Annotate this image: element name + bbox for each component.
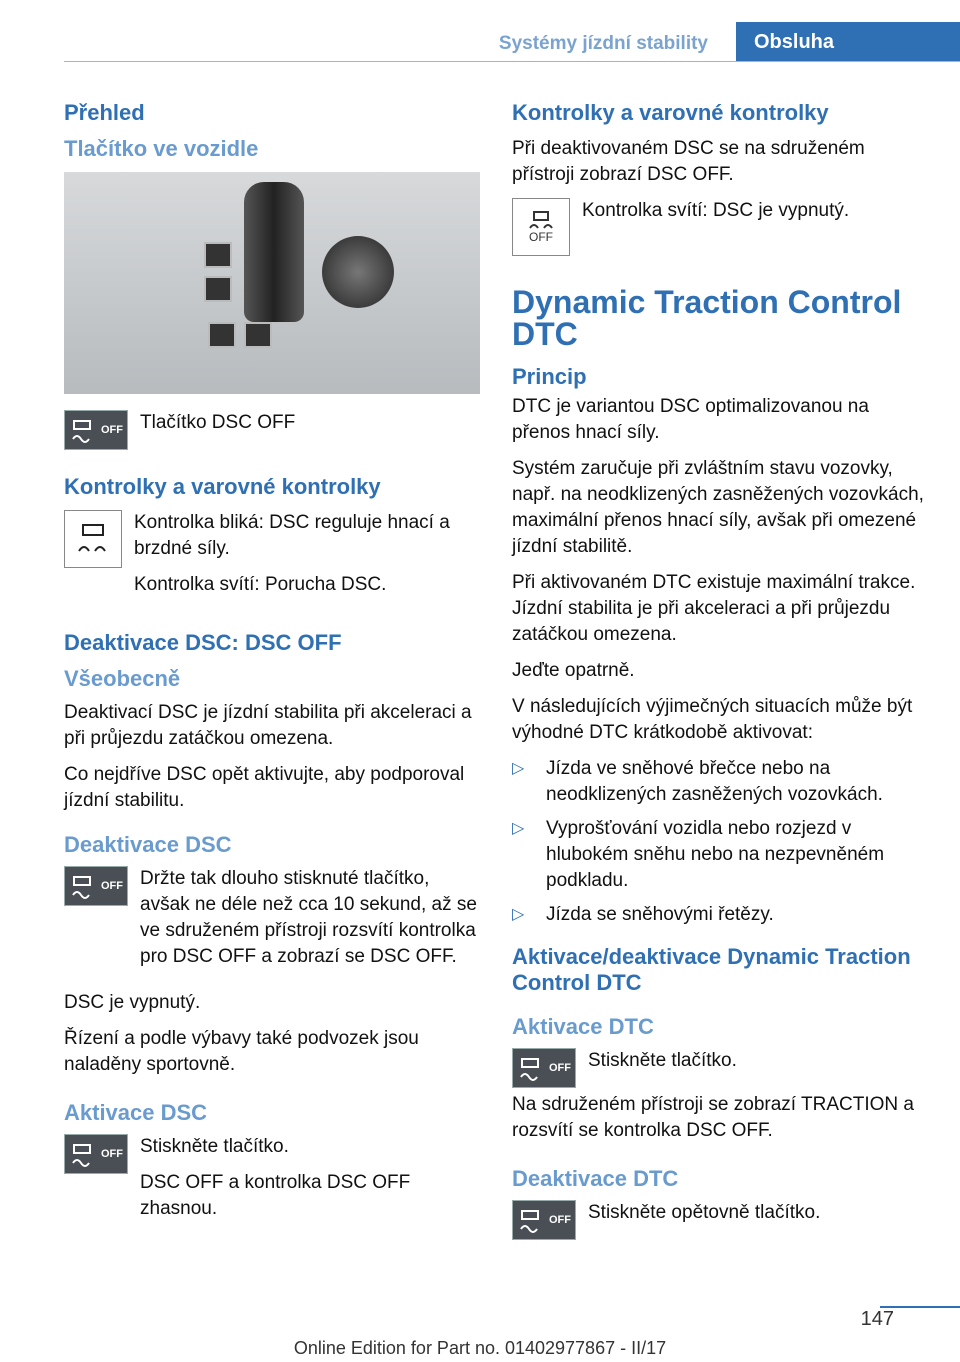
- light-blinking-text: Kontrolka bliká: DSC reguluje hnací a brzdné síly.: [134, 512, 450, 559]
- heading-act-deact-dtc: Aktivace/deaktivace Dynamic Traction Control DTC: [512, 944, 911, 995]
- heading-lights-right: Kontrolky a varovné kontrolky: [512, 100, 829, 125]
- deactivate-dtc-row: [512, 1200, 928, 1240]
- icon-off-label: OFF: [549, 1214, 571, 1226]
- dsc-off-button-icon: [512, 1200, 576, 1240]
- heading-lights: Kontrolky a varovné kontrolky: [64, 474, 381, 499]
- icon-off-label: OFF: [549, 1062, 571, 1074]
- right-column: [512, 92, 928, 1250]
- dsc-warning-light-icon: [64, 510, 122, 568]
- heading-deactivate-dtc: Deaktivace DTC: [512, 1166, 679, 1191]
- dsc-off-light-row: [512, 198, 928, 256]
- situations-list: [512, 756, 928, 928]
- header-rule: [64, 61, 960, 62]
- edition-line: Online Edition for Part no. 01402977867 - II/17: [293, 1338, 667, 1358]
- console-button-image: [204, 242, 232, 268]
- dsc-off-light-icon: [512, 198, 570, 256]
- gear-selector-image: [244, 182, 304, 322]
- light-on-text: Kontrolka svítí: Porucha DSC.: [134, 574, 387, 595]
- general-text-2: Co nejdříve DSC opět aktivujte, aby podporoval jízdní stabilitu.: [64, 764, 465, 811]
- page-header: [0, 0, 960, 64]
- icon-off-label: OFF: [529, 230, 553, 244]
- activate-dtc-text-1: Stiskněte tlačítko.: [588, 1050, 737, 1071]
- deactivate-row: [64, 866, 480, 980]
- list-item: ▷ Jízda se sněhovými řetězy.: [512, 902, 928, 928]
- button-caption: Tlačítko DSC OFF: [140, 412, 296, 433]
- lights-intro: Při deaktivovaném DSC se na sdruženém přístroji zobrazí DSC OFF.: [512, 138, 865, 185]
- deactivate-dtc-text-1: Stiskněte opětovně tlačítko.: [588, 1202, 821, 1223]
- deactivate-text-1: Držte tak dlouho stisknuté tlačítko, avšak ne déle než cca 10 sekund, až se ve sdruženém přístroji rozsvítí kontrolka pro DSC OFF a zobrazí se DSC OFF.: [140, 868, 477, 967]
- dsc-off-button-icon: [64, 1134, 128, 1174]
- heading-princip: Princip: [512, 364, 587, 389]
- controller-knob-image: [322, 236, 394, 308]
- heading-activate-dtc: Aktivace DTC: [512, 1014, 654, 1039]
- warning-light-row: [64, 510, 480, 608]
- general-text-1: Deaktivací DSC je jízdní stabilita při akceleraci a při průjezdu zatáčkou omezena.: [64, 702, 472, 749]
- deactivate-text-3: Řízení a podle výbavy také podvozek jsou naladěny sportovně.: [64, 1028, 419, 1075]
- dsc-button-row: [64, 410, 480, 450]
- dsc-off-button-icon: [64, 410, 128, 450]
- deactivate-text-2: DSC je vypnutý.: [64, 992, 201, 1013]
- heading-deactivation: Deaktivace DSC: DSC OFF: [64, 630, 342, 655]
- princip-text-4: Jeďte opatrně.: [512, 660, 635, 681]
- list-item: ▷ Vyprošťování vozidla nebo rozjezd v hlubokém sněhu nebo na nezpevněném podkladu.: [512, 816, 928, 894]
- page-number: 147: [860, 1308, 894, 1330]
- activate-dtc-row: [512, 1048, 928, 1088]
- dsc-off-button-icon: [512, 1048, 576, 1088]
- heading-activate-dsc: Aktivace DSC: [64, 1100, 208, 1125]
- console-button-image: [208, 322, 236, 348]
- left-column: [64, 92, 480, 1242]
- heading-general: Všeobecně: [64, 666, 181, 691]
- icon-off-label: OFF: [101, 880, 123, 892]
- heading-deactivate-dsc: Deaktivace DSC: [64, 832, 232, 857]
- console-photo: [64, 172, 480, 394]
- activate-row: [64, 1134, 480, 1232]
- activate-text-1: Stiskněte tlačítko.: [140, 1136, 289, 1157]
- console-button-image: [204, 276, 232, 302]
- princip-text-2: Systém zaručuje při zvláštním stavu vozovky, např. na neodklizených zasněžených vozovkách, maximální přenos hnací síly, avšak při omezené jízdní stabilitě.: [512, 458, 924, 557]
- icon-off-label: OFF: [101, 424, 123, 436]
- icon-off-label: OFF: [101, 1148, 123, 1160]
- list-item: ▷ Jízda ve sněhové břečce nebo na neodklizených zasněžených vozovkách.: [512, 756, 928, 808]
- heading-dtc: Dynamic Traction Control DTC: [512, 284, 902, 352]
- princip-text-3: Při aktivovaném DTC existuje maximální trakce. Jízdní stabilita je při akceleraci a při průjezdu zatáčkou omezena.: [512, 572, 916, 645]
- console-button-image: [244, 322, 272, 348]
- heading-button: Tlačítko ve vozidle: [64, 136, 259, 161]
- light-off-text: Kontrolka svítí: DSC je vypnutý.: [582, 200, 850, 221]
- section-title: Systémy jízdní stability: [498, 33, 708, 54]
- heading-overview: Přehled: [64, 100, 145, 125]
- activate-dtc-text-2: Na sdruženém přístroji se zobrazí TRACTION a rozsvítí se kontrolka DSC OFF.: [512, 1094, 914, 1141]
- princip-text-1: DTC je variantou DSC optimalizovanou na přenos hnací síly.: [512, 396, 869, 443]
- dsc-off-button-icon: [64, 866, 128, 906]
- chapter-tab: Obsluha: [736, 22, 960, 62]
- princip-text-5: V následujících výjimečných situacích může být výhodné DTC krátkodobě aktivovat:: [512, 696, 913, 743]
- activate-text-2: DSC OFF a kontrolka DSC OFF zhasnou.: [140, 1172, 411, 1219]
